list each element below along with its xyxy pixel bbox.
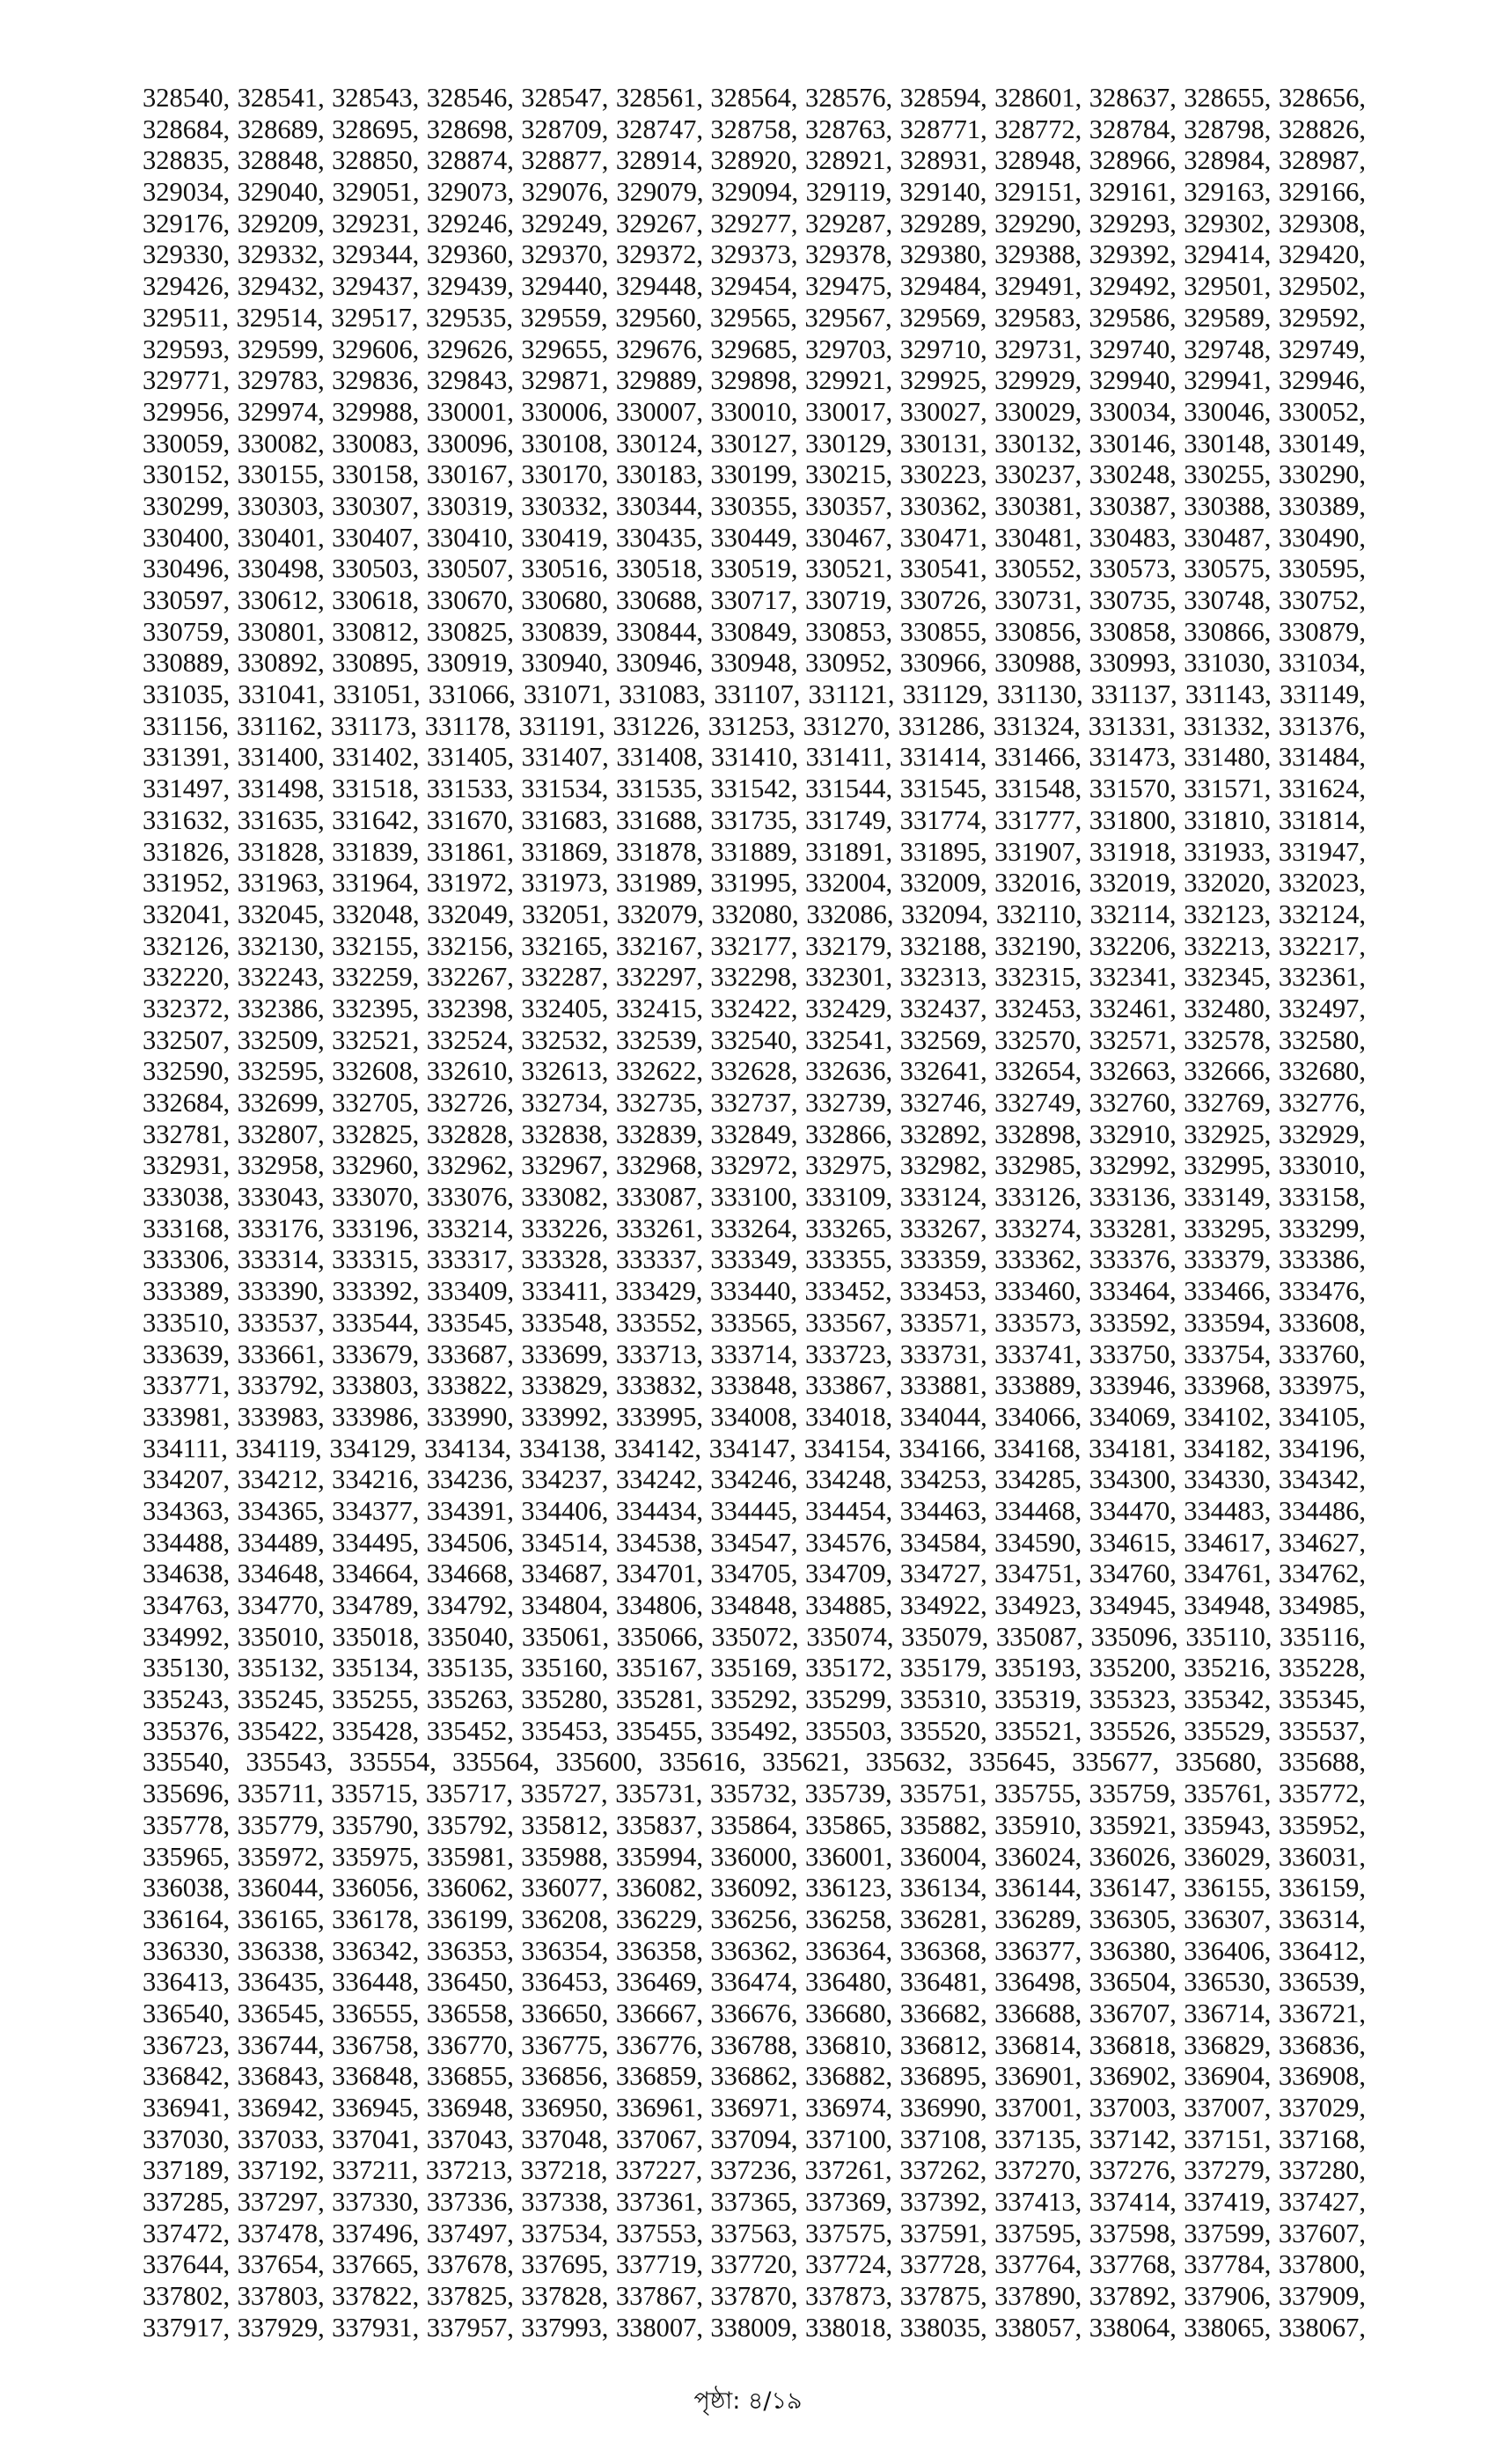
number-line: 336842, 336843, 336848, 336855, 336856, 336859, 336862, 336882, 336895, 336901, 336902, 336904, 336908,: [143, 2061, 1366, 2092]
number-line: 329426, 329432, 329437, 329439, 329440, 329448, 329454, 329475, 329484, 329491, 329492, 329501, 329502,: [143, 271, 1366, 302]
number-line: 334763, 334770, 334789, 334792, 334804, 334806, 334848, 334885, 334922, 334923, 334945, 334948, 334985,: [143, 1590, 1366, 1620]
number-line: 330059, 330082, 330083, 330096, 330108, 330124, 330127, 330129, 330131, 330132, 330146, 330148, 330149,: [143, 428, 1366, 458]
number-line: 335130, 335132, 335134, 335135, 335160, 335167, 335169, 335172, 335179, 335193, 335200, 335216, 335228,: [143, 1653, 1366, 1683]
number-line: 332590, 332595, 332608, 332610, 332613, 332622, 332628, 332636, 332641, 332654, 332663, 332666, 332680,: [143, 1056, 1366, 1087]
number-line: 332041, 332045, 332048, 332049, 332051, 332079, 332080, 332086, 332094, 332110, 332114, 332123, 332124,: [143, 898, 1366, 929]
number-line: 330299, 330303, 330307, 330319, 330332, 330344, 330355, 330357, 330362, 330381, 330387, 330388, 330389,: [143, 490, 1366, 521]
number-line: 333510, 333537, 333544, 333545, 333548, 333552, 333565, 333567, 333571, 333573, 333592, 333594, 333608,: [143, 1307, 1366, 1338]
number-line: 331156, 331162, 331173, 331178, 331191, 331226, 331253, 331270, 331286, 331324, 331331, 331332, 331376,: [143, 710, 1366, 741]
number-line: 334638, 334648, 334664, 334668, 334687, 334701, 334705, 334709, 334727, 334751, 334760, 334761, 334762,: [143, 1558, 1366, 1589]
number-line: 329034, 329040, 329051, 329073, 329076, 329079, 329094, 329119, 329140, 329151, 329161, 329163, 329166,: [143, 177, 1366, 208]
number-line: 330400, 330401, 330407, 330410, 330419, 330435, 330449, 330467, 330471, 330481, 330483, 330487, 330490,: [143, 522, 1366, 553]
number-line: 337802, 337803, 337822, 337825, 337828, 337867, 337870, 337873, 337875, 337890, 337892, 337906, 337909,: [143, 2281, 1366, 2312]
number-line: 334207, 334212, 334216, 334236, 334237, 334242, 334246, 334248, 334253, 334285, 334300, 334330, 334342,: [143, 1464, 1366, 1495]
number-line: 328835, 328848, 328850, 328874, 328877, 328914, 328920, 328921, 328931, 328948, 328966, 328984, 328987,: [143, 145, 1366, 176]
number-line: 331632, 331635, 331642, 331670, 331683, 331688, 331735, 331749, 331774, 331777, 331800, 331810, 331814,: [143, 804, 1366, 835]
number-line: 335243, 335245, 335255, 335263, 335280, 335281, 335292, 335299, 335310, 335319, 335323, 335342, 335345,: [143, 1684, 1366, 1715]
number-line: 331391, 331400, 331402, 331405, 331407, 331408, 331410, 331411, 331414, 331466, 331473, 331480, 331484,: [143, 742, 1366, 773]
number-line: 333981, 333983, 333986, 333990, 333992, 333995, 334008, 334018, 334044, 334066, 334069, 334102, 334105,: [143, 1401, 1366, 1432]
number-line: 335540, 335543, 335554, 335564, 335600, 335616, 335621, 335632, 335645, 335677, 335680, 335688,: [143, 1747, 1366, 1778]
number-line: 337644, 337654, 337665, 337678, 337695, 337719, 337720, 337724, 337728, 337764, 337768, 337784, 337800,: [143, 2249, 1366, 2280]
number-line: 330496, 330498, 330503, 330507, 330516, 330518, 330519, 330521, 330541, 330552, 330573, 330575, 330595,: [143, 554, 1366, 584]
number-line: 330597, 330612, 330618, 330670, 330680, 330688, 330717, 330719, 330726, 330731, 330735, 330748, 330752,: [143, 585, 1366, 615]
number-line: 334992, 335010, 335018, 335040, 335061, 335066, 335072, 335074, 335079, 335087, 335096, 335110, 335116,: [143, 1621, 1366, 1652]
number-line: 331035, 331041, 331051, 331066, 331071, 331083, 331107, 331121, 331129, 331130, 331137, 331143, 331149,: [143, 679, 1366, 710]
number-line: 333038, 333043, 333070, 333076, 333082, 333087, 333100, 333109, 333124, 333126, 333136, 333149, 333158,: [143, 1182, 1366, 1213]
number-line: 332126, 332130, 332155, 332156, 332165, 332167, 332177, 332179, 332188, 332190, 332206, 332213, 332217,: [143, 930, 1366, 961]
number-line: 332507, 332509, 332521, 332524, 332532, 332539, 332540, 332541, 332569, 332570, 332571, 332578, 332580,: [143, 1024, 1366, 1055]
number-line: 333771, 333792, 333803, 333822, 333829, 333832, 333848, 333867, 333881, 333889, 333946, 333968, 333975,: [143, 1370, 1366, 1401]
number-line: 336723, 336744, 336758, 336770, 336775, 336776, 336788, 336810, 336812, 336814, 336818, 336829, 336836,: [143, 2029, 1366, 2060]
number-line: 332931, 332958, 332960, 332962, 332967, 332968, 332972, 332975, 332982, 332985, 332992, 332995, 333010,: [143, 1150, 1366, 1181]
number-line: 328540, 328541, 328543, 328546, 328547, 328561, 328564, 328576, 328594, 328601, 328637, 328655, 328656,: [143, 83, 1366, 113]
page-number: পৃষ্ঠা: ৪/১৯: [693, 2387, 803, 2415]
number-line: 329330, 329332, 329344, 329360, 329370, 329372, 329373, 329378, 329380, 329388, 329392, 329414, 329420,: [143, 239, 1366, 270]
number-line: 331826, 331828, 331839, 331861, 331869, 331878, 331889, 331891, 331895, 331907, 331918, 331933, 331947,: [143, 836, 1366, 867]
number-line: 333389, 333390, 333392, 333409, 333411, 333429, 333440, 333452, 333453, 333460, 333464, 333466, 333476,: [143, 1276, 1366, 1307]
number-line: 335376, 335422, 335428, 335452, 335453, 335455, 335492, 335503, 335520, 335521, 335526, 335529, 335537,: [143, 1715, 1366, 1746]
number-line: 334111, 334119, 334129, 334134, 334138, 334142, 334147, 334154, 334166, 334168, 334181, 334182, 334196,: [143, 1433, 1366, 1463]
number-line: 330889, 330892, 330895, 330919, 330940, 330946, 330948, 330952, 330966, 330988, 330993, 331030, 331034,: [143, 648, 1366, 678]
number-line: 336540, 336545, 336555, 336558, 336650, 336667, 336676, 336680, 336682, 336688, 336707, 336714, 336721,: [143, 1998, 1366, 2028]
number-line: 336038, 336044, 336056, 336062, 336077, 336082, 336092, 336123, 336134, 336144, 336147, 336155, 336159,: [143, 1873, 1366, 1903]
number-line: 335965, 335972, 335975, 335981, 335988, 335994, 336000, 336001, 336004, 336024, 336026, 336029, 336031,: [143, 1841, 1366, 1872]
number-line: 329511, 329514, 329517, 329535, 329559, 329560, 329565, 329567, 329569, 329583, 329586, 329589, 329592,: [143, 302, 1366, 333]
number-line: 329771, 329783, 329836, 329843, 329871, 329889, 329898, 329921, 329925, 329929, 329940, 329941, 329946,: [143, 365, 1366, 396]
number-line: 332684, 332699, 332705, 332726, 332734, 332735, 332737, 332739, 332746, 332749, 332760, 332769, 332776,: [143, 1088, 1366, 1118]
number-line: 336941, 336942, 336945, 336948, 336950, 336961, 336971, 336974, 336990, 337001, 337003, 337007, 337029,: [143, 2093, 1366, 2123]
number-line: 337917, 337929, 337931, 337957, 337993, 338007, 338009, 338018, 338035, 338057, 338064, 338065, 338067,: [143, 2312, 1366, 2343]
number-line: 331952, 331963, 331964, 331972, 331973, 331989, 331995, 332004, 332009, 332016, 332019, 332020, 332023,: [143, 868, 1366, 898]
number-line: 328684, 328689, 328695, 328698, 328709, 328747, 328758, 328763, 328771, 328772, 328784, 328798, 328826,: [143, 114, 1366, 144]
number-line: 334488, 334489, 334495, 334506, 334514, 334538, 334547, 334576, 334584, 334590, 334615, 334617, 334627,: [143, 1527, 1366, 1558]
number-line: 336330, 336338, 336342, 336353, 336354, 336358, 336362, 336364, 336368, 336377, 336380, 336406, 336412,: [143, 1935, 1366, 1966]
number-line: 336413, 336435, 336448, 336450, 336453, 336469, 336474, 336480, 336481, 336498, 336504, 336530, 336539,: [143, 1967, 1366, 1998]
number-line: 331497, 331498, 331518, 331533, 331534, 331535, 331542, 331544, 331545, 331548, 331570, 331571, 331624,: [143, 774, 1366, 804]
number-line: 337472, 337478, 337496, 337497, 337534, 337553, 337563, 337575, 337591, 337595, 337598, 337599, 337607,: [143, 2218, 1366, 2248]
roll-number-list: [143, 83, 1366, 2344]
number-line: 332372, 332386, 332395, 332398, 332405, 332415, 332422, 332429, 332437, 332453, 332461, 332480, 332497,: [143, 993, 1366, 1023]
number-line: 337030, 337033, 337041, 337043, 337048, 337067, 337094, 337100, 337108, 337135, 337142, 337151, 337168,: [143, 2123, 1366, 2154]
number-line: 336164, 336165, 336178, 336199, 336208, 336229, 336256, 336258, 336281, 336289, 336305, 336307, 336314,: [143, 1903, 1366, 1934]
number-line: 330152, 330155, 330158, 330167, 330170, 330183, 330199, 330215, 330223, 330237, 330248, 330255, 330290,: [143, 459, 1366, 490]
number-line: 330759, 330801, 330812, 330825, 330839, 330844, 330849, 330853, 330855, 330856, 330858, 330866, 330879,: [143, 616, 1366, 647]
number-line: 333639, 333661, 333679, 333687, 333699, 333713, 333714, 333723, 333731, 333741, 333750, 333754, 333760,: [143, 1338, 1366, 1369]
number-line: 332781, 332807, 332825, 332828, 332838, 332839, 332849, 332866, 332892, 332898, 332910, 332925, 332929,: [143, 1118, 1366, 1149]
number-line: 337189, 337192, 337211, 337213, 337218, 337227, 337236, 337261, 337262, 337270, 337276, 337279, 337280,: [143, 2155, 1366, 2186]
number-line: 333168, 333176, 333196, 333214, 333226, 333261, 333264, 333265, 333267, 333274, 333281, 333295, 333299,: [143, 1213, 1366, 1243]
number-line: 335696, 335711, 335715, 335717, 335727, 335731, 335732, 335739, 335751, 335755, 335759, 335761, 335772,: [143, 1778, 1366, 1809]
number-line: 329176, 329209, 329231, 329246, 329249, 329267, 329277, 329287, 329289, 329290, 329293, 329302, 329308,: [143, 208, 1366, 238]
number-line: 333306, 333314, 333315, 333317, 333328, 333337, 333349, 333355, 333359, 333362, 333376, 333379, 333386,: [143, 1244, 1366, 1275]
number-line: 329956, 329974, 329988, 330001, 330006, 330007, 330010, 330017, 330027, 330029, 330034, 330046, 330052,: [143, 396, 1366, 427]
number-line: 332220, 332243, 332259, 332267, 332287, 332297, 332298, 332301, 332313, 332315, 332341, 332345, 332361,: [143, 962, 1366, 993]
number-line: 337285, 337297, 337330, 337336, 337338, 337361, 337365, 337369, 337392, 337413, 337414, 337419, 337427,: [143, 2187, 1366, 2218]
number-line: 335778, 335779, 335790, 335792, 335812, 335837, 335864, 335865, 335882, 335910, 335921, 335943, 335952,: [143, 1809, 1366, 1840]
number-line: 334363, 334365, 334377, 334391, 334406, 334434, 334445, 334454, 334463, 334468, 334470, 334483, 334486,: [143, 1495, 1366, 1526]
number-line: 329593, 329599, 329606, 329626, 329655, 329676, 329685, 329703, 329710, 329731, 329740, 329748, 329749,: [143, 334, 1366, 364]
